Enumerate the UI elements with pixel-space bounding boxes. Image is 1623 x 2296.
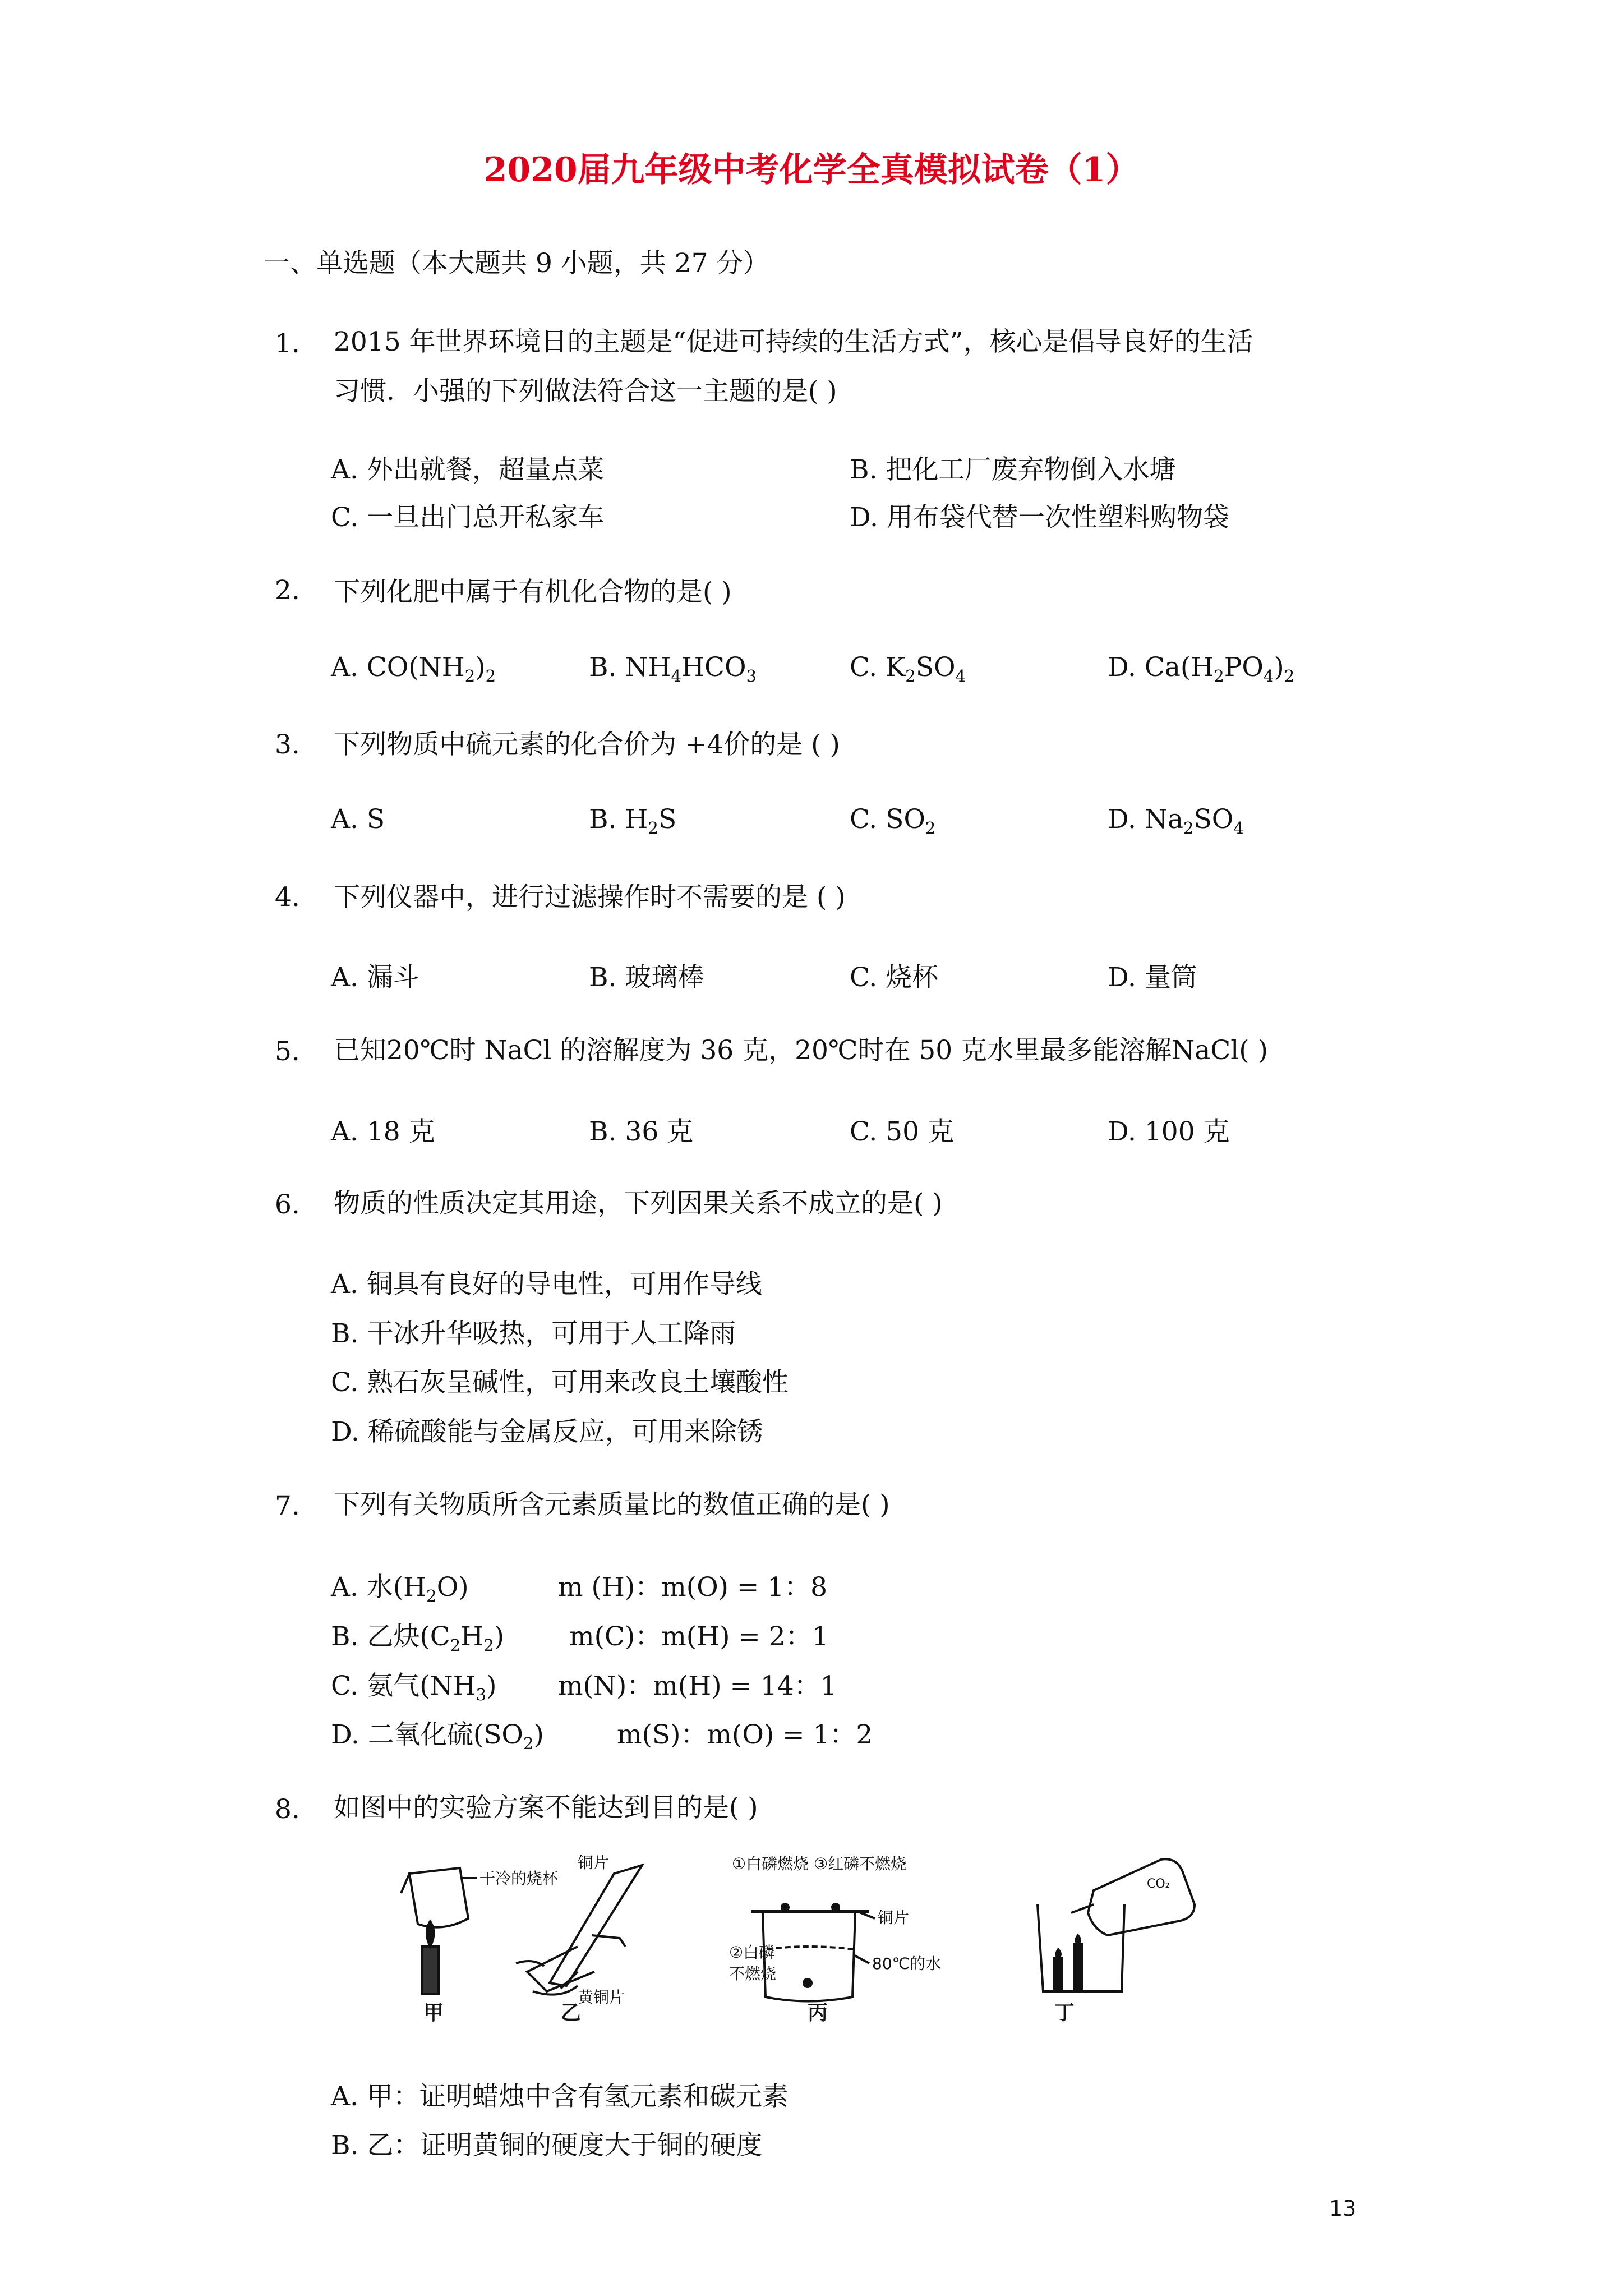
question-stem: 下列物质中硫元素的化合价为 +4价的是 ( ) [334, 729, 840, 760]
page-title: 2020届九年级中考化学全真模拟试卷（1） [483, 150, 1140, 190]
option-c[interactable]: C. $K_2SO_4$ [850, 652, 966, 686]
option-d[interactable]: D. 二氧化硫$(SO_2)$ [331, 1719, 544, 1754]
option-a[interactable]: A. $CO(NH_2)_2$ [331, 652, 496, 686]
option-c-ratio: m(N)：m(H) = 14：1 [558, 1671, 837, 1701]
figure-bing-note4: 不燃烧 [729, 1964, 777, 1983]
option-d[interactable]: D. 100 克 [1108, 1116, 1230, 1147]
figure-bing-note1: ①白磷燃烧 ③红磷不燃烧 [732, 1855, 907, 1873]
question-stem: 下列化肥中属于有机化合物的是( ) [334, 577, 732, 608]
option-a-ratio: m (H)：m(O) = 1：8 [558, 1572, 828, 1603]
question-number: 5. [275, 1036, 300, 1067]
option-d[interactable]: D. $Na_2SO_4$ [1108, 804, 1244, 838]
option-b-ratio: m(C)：m(H) = 2：1 [569, 1621, 829, 1652]
experiment-figure [393, 1851, 1245, 2025]
figure-jia-beaker-candle [401, 1868, 477, 1994]
option-b[interactable]: B. 干冰升华吸热，可用于人工降雨 [331, 1318, 736, 1349]
question-stem: 如图中的实验方案不能达到目的是( ) [334, 1792, 758, 1823]
question-stem: 已知20℃时 NaCl 的溶解度为 36 克，20℃时在 50 克水里最多能溶解NaCl( ) [334, 1035, 1268, 1066]
option-a[interactable]: A. 铜具有良好的导电性，可用作导线 [331, 1269, 762, 1300]
option-c[interactable]: C. 一旦出门总开私家车 [331, 502, 605, 533]
section-heading: 一、单选题（本大题共 9 小题，共 27 分） [264, 248, 769, 279]
question-number: 1. [275, 328, 300, 359]
figure-yi-note2: 黄铜片 [578, 1988, 625, 2007]
figure-bing-note3: ②白磷 [729, 1943, 775, 1962]
question-number: 2. [275, 575, 300, 606]
option-a[interactable]: A. 外出就餐，超量点菜 [331, 454, 604, 485]
figure-yi-note1: 铜片 [578, 1853, 610, 1872]
figure-label-jia: 甲 [423, 2001, 444, 2024]
option-b[interactable]: B. 36 克 [589, 1116, 694, 1147]
option-b[interactable]: B. 把化工厂废弃物倒入水塘 [850, 454, 1176, 485]
option-b[interactable]: B. $NH_4HCO_3$ [589, 652, 757, 686]
figure-label-yi: 乙 [561, 2001, 582, 2024]
figure-ding-co2-candles [1038, 1859, 1195, 1991]
option-a[interactable]: A. 水$(H_2O)$ [331, 1572, 469, 1606]
option-d-ratio: m(S)：m(O) = 1：2 [617, 1719, 873, 1750]
option-c[interactable]: C. 烧杯 [850, 962, 939, 993]
option-d[interactable]: D. 用布袋代替一次性塑料购物袋 [850, 502, 1229, 533]
option-a[interactable]: A. 漏斗 [331, 962, 419, 993]
option-a[interactable]: A. S [331, 804, 385, 835]
figure-jia-note: 干冷的烧杯 [479, 1869, 559, 1888]
option-c[interactable]: C. $SO_2$ [850, 804, 936, 838]
question-number: 4. [275, 882, 300, 913]
option-b[interactable]: B. 乙：证明黄铜的硬度大于铜的硬度 [331, 2130, 763, 2161]
option-b[interactable]: B. 玻璃棒 [589, 962, 704, 993]
figure-bing-note5: 80℃的水 [872, 1954, 942, 1973]
option-c[interactable]: C. 熟石灰呈碱性，可用来改良土壤酸性 [331, 1367, 789, 1398]
page-number: 13 [1329, 2196, 1357, 2221]
figure-label-ding: 丁 [1054, 2001, 1075, 2024]
option-b[interactable]: B. 乙炔$(C_2H_2)$ [331, 1621, 505, 1655]
question-stem: 下列有关物质所含元素质量比的数值正确的是( ) [334, 1489, 890, 1520]
option-c[interactable]: C. 氨气$(NH_3)$ [331, 1671, 497, 1705]
figure-bing-note2: 铜片 [878, 1908, 910, 1927]
figure-label-bing: 丙 [808, 2001, 828, 2024]
option-a[interactable]: A. 18 克 [331, 1116, 435, 1147]
question-stem: 下列仪器中，进行过滤操作时不需要的是 ( ) [334, 882, 846, 913]
option-d[interactable]: D. 量筒 [1108, 962, 1197, 993]
question-number: 7. [275, 1490, 300, 1521]
option-d[interactable]: D. 稀硫酸能与金属反应，可用来除锈 [331, 1416, 763, 1447]
question-stem: 物质的性质决定其用途，下列因果关系不成立的是( ) [334, 1188, 943, 1219]
question-number: 8. [275, 1794, 300, 1825]
option-d[interactable]: D. $Ca(H_2PO_4)_2$ [1108, 652, 1295, 686]
option-b[interactable]: B. $H_2S$ [589, 804, 677, 838]
question-number: 6. [275, 1189, 300, 1220]
option-c[interactable]: C. 50 克 [850, 1116, 954, 1147]
question-stem-line1: 2015 年世界环境日的主题是“促进可持续的生活方式”，核心是倡导良好的生活 [334, 326, 1253, 357]
question-stem-line2: 习惯．小强的下列做法符合这一主题的是( ) [334, 376, 837, 407]
option-a[interactable]: A. 甲：证明蜡烛中含有氢元素和碳元素 [331, 2081, 789, 2112]
figure-ding-note: CO₂ [1147, 1877, 1170, 1891]
question-number: 3. [275, 729, 300, 760]
